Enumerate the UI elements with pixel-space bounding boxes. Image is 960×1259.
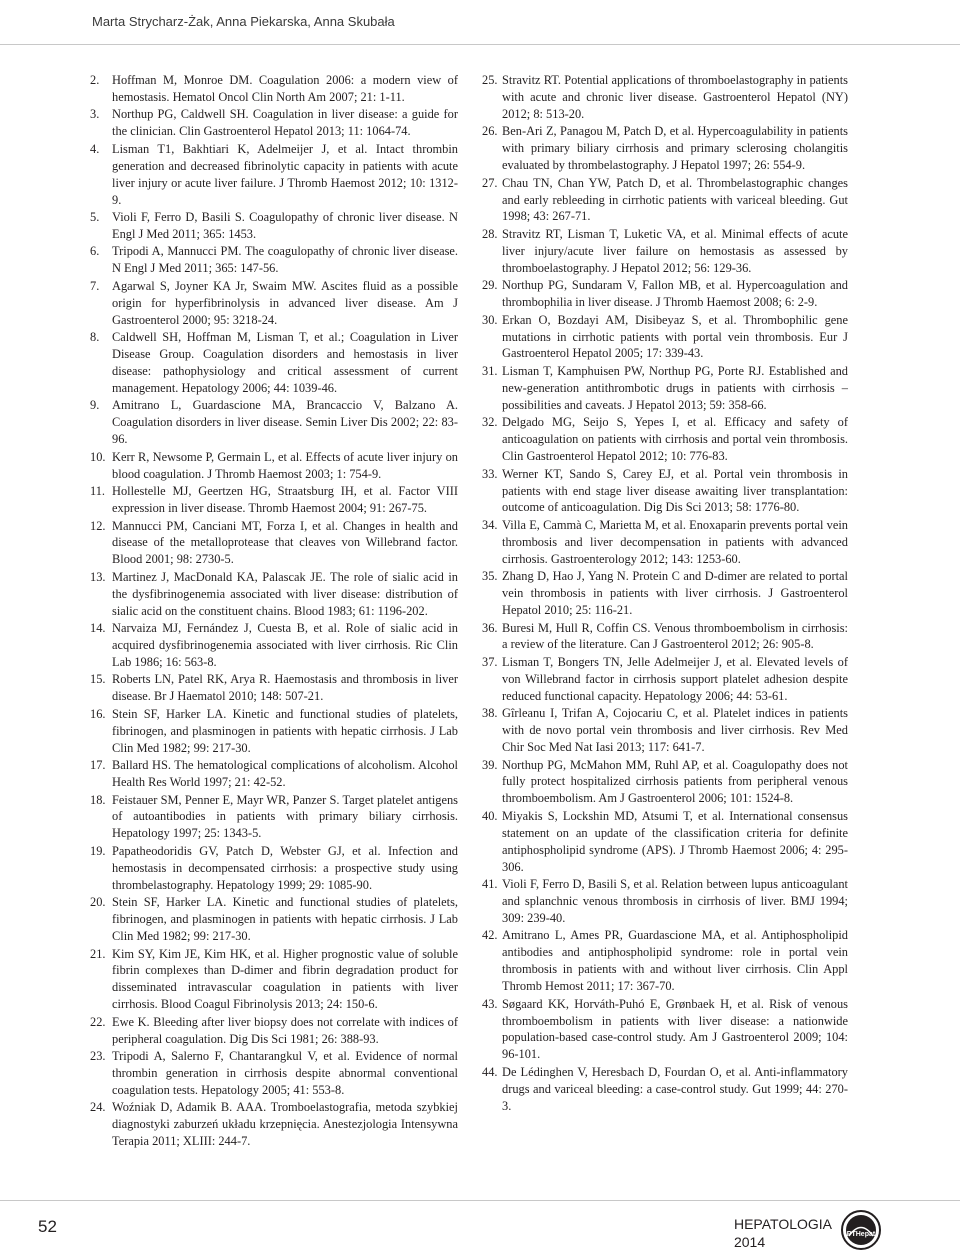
reference-item: [90, 209, 458, 243]
reference-number: 4.: [90, 141, 100, 156]
logo-text: PTHepat: [846, 1231, 876, 1238]
reference-text: Hoffman M, Monroe DM. Coagulation 2006: a modern view of hemostasis. Hematol Oncol Clin North Am 2007; 21: 1-11.: [112, 73, 458, 104]
reference-number: 19.: [90, 843, 106, 858]
reference-number: 3.: [90, 107, 100, 122]
reference-item: [482, 175, 848, 226]
reference-text: Miyakis S, Lockshin MD, Atsumi T, et al. International consensus statement on an update of the classification criteria for definite antiphospholipid syndrome (APS). J Thromb Haemost 2006; 4: 295-306.: [502, 808, 848, 874]
reference-item: [90, 843, 458, 894]
reference-item: [90, 106, 458, 140]
reference-text: Martinez J, MacDonald KA, Palascak JE. The role of sialic acid in the dysfibrinogenemia associated with liver disease: distribution of sialic acid on the constituent chains. Blood 1983; 61: 1196-202.: [112, 569, 458, 618]
reference-number: 28.: [482, 226, 498, 241]
reference-item: [90, 620, 458, 671]
reference-number: 30.: [482, 312, 498, 327]
reference-number: 40.: [482, 808, 498, 823]
reference-text: Hollestelle MJ, Geertzen HG, Straatsburg IH, et al. Factor VIII expression in liver disease. Thromb Haemost 2004; 91: 267-75.: [112, 484, 458, 515]
reference-number: 36.: [482, 620, 498, 635]
reference-text: Violi F, Ferro D, Basili S, et al. Relation between lupus anticoagulant and splanchnic venous thrombosis in cirrhosis of liver. BMJ 1994; 309: 239-40.: [502, 877, 848, 925]
reference-text: Lisman T, Bongers TN, Jelle Adelmeijer J, et al. Elevated levels of von Willebrand factor in cirrhosis support platelet adhesion despite reduced functional capacity. Hepatology 2006; 44: 53-61.: [502, 654, 848, 703]
reference-item: [90, 397, 458, 448]
reference-text: Roberts LN, Patel RK, Arya R. Haemostasis and thrombosis in liver disease. Br J Haematol 2010; 148: 507-21.: [112, 672, 458, 704]
reference-text: Zhang D, Hao J, Yang N. Protein C and D-dimer are related to portal vein thrombosis in patients with liver cirrhosis. J Gastroenterol Hepatol 2010; 25: 116-21.: [502, 569, 848, 618]
reference-number: 25.: [482, 73, 498, 87]
reference-number: 15.: [90, 672, 106, 687]
reference-number: 21.: [90, 946, 106, 961]
reference-item: [482, 705, 848, 756]
reference-item: [90, 1048, 458, 1099]
reference-item: [482, 123, 848, 174]
reference-number: 16.: [90, 706, 106, 721]
reference-text: Kerr R, Newsome P, Germain L, et al. Effects of acute liver injury on blood coagulation. J Thromb Haemost 2003; 1: 754-9.: [112, 449, 458, 481]
reference-text: Tripodi A, Salerno F, Chantarangkul V, et al. Evidence of normal thrombin generation in cirrhosis despite abnormal conventional coagulation tests. Hepatology 2005; 41: 553-8.: [112, 1049, 458, 1097]
reference-text: Stravitz RT. Potential applications of thromboelastography in patients with acute and chronic liver disease. Gastroenterol Hepatol (NY) 2012; 8: 513-20.: [502, 73, 848, 121]
reference-item: [482, 654, 848, 705]
reference-number: 33.: [482, 466, 498, 481]
reference-item: [482, 808, 848, 876]
reference-item: [482, 226, 848, 277]
reference-number: 9.: [90, 398, 100, 413]
journal-mark: [734, 1215, 832, 1251]
reference-text: Ballard HS. The hematological complications of alcoholism. Alcohol Health Res World 1997; 21: 42-52.: [112, 758, 458, 790]
reference-text: Delgado MG, Seijo S, Yepes I, et al. Efficacy and safety of anticoagulation on patients with cirrhosis and portal vein thrombosis. Clin Gastroenterol Hepatol 2012; 10: 776-83.: [502, 415, 848, 464]
reference-text: Mannucci PM, Canciani MT, Forza I, et al. Changes in health and disease of the metalloprotease that cleaves von Willebrand factor. Blood 2001; 98: 2730-5.: [112, 518, 458, 567]
reference-text: Søgaard KK, Horváth-Puhó E, Grønbaek H, et al. Risk of venous thromboembolism in patients with liver disease: a nationwide population-based case-control study. Am J Gastroenterol 2009; 104: 96-101.: [502, 996, 848, 1062]
reference-item: [482, 876, 848, 927]
reference-text: Kim SY, Kim JE, Kim HK, et al. Higher prognostic value of soluble fibrin complexes than D-dimer and fibrin degradation product for disseminated intravascular coagulation in patients with liver cirrhosis. Blood Coagul Fibrinolysis 2013; 24: 150-6.: [112, 946, 458, 1012]
reference-number: 6.: [90, 244, 100, 259]
reference-number: 44.: [482, 1064, 498, 1079]
reference-item: [482, 72, 848, 123]
reference-item: [90, 329, 458, 397]
references-column-left: [90, 72, 458, 1151]
journal-name: HEPATOLOGIA: [733, 1216, 832, 1232]
reference-number: 32.: [482, 415, 498, 430]
reference-number: 24.: [90, 1100, 106, 1115]
reference-number: 5.: [90, 210, 100, 225]
journal-year: 2014: [733, 1234, 766, 1250]
reference-number: 13.: [90, 569, 106, 584]
reference-item: [482, 517, 848, 568]
reference-item: [90, 141, 458, 209]
reference-number: 11.: [90, 484, 106, 499]
reference-text: Narvaiza MJ, Fernández J, Cuesta B, et al. Role of sialic acid in acquired dysfibrinogenemia associated with liver cirrhosis. Ric Clin Lab 1986; 16: 563-8.: [112, 621, 458, 669]
reference-item: [90, 449, 458, 483]
reference-number: 26.: [482, 124, 498, 139]
reference-number: 2.: [90, 73, 100, 87]
reference-item: [90, 72, 458, 106]
reference-text: Northup PG, McMahon MM, Ruhl AP, et al. Coagulopathy does not fully protect hospitalized cirrhosis patients from peripheral venous thromboembolism. Am J Gastroenterol 2006; 101: 1524-8.: [502, 757, 848, 806]
reference-item: [90, 946, 458, 1014]
reference-text: Lisman T, Kamphuisen PW, Northup PG, Porte RJ. Established and new-generation antithrombotic drugs in patients with cirrhosis – possibilities and caveats. J Hepatol 2013; 59: 358-66.: [502, 363, 848, 412]
reference-item: [90, 792, 458, 843]
reference-number: 35.: [482, 569, 498, 584]
reference-text: Stein SF, Harker LA. Kinetic and functional studies of platelets, fibrinogen, and plasminogen in patients with hepatic cirrhosis. J Lab Clin Med 1982; 99: 217-30.: [112, 706, 458, 755]
page-footer: [0, 1200, 960, 1259]
reference-text: Papatheodoridis GV, Patch D, Webster GJ, et al. Infection and hemostasis in decompensated cirrhosis: a prospective study using thrombelastography. Hepatology 1999; 29: 1085-90.: [112, 843, 458, 892]
reference-item: [482, 277, 848, 311]
reference-number: 20.: [90, 895, 106, 910]
reference-item: [482, 996, 848, 1064]
reference-text: Agarwal S, Joyner KA Jr, Swaim MW. Ascites fluid as a possible origin for hyperfibrinolysis in advanced liver disease. Am J Gastroenterol 2000; 95: 3218-24.: [112, 278, 458, 327]
reference-item: [482, 568, 848, 619]
reference-number: 43.: [482, 996, 498, 1011]
reference-item: [482, 466, 848, 517]
reference-text: Stein SF, Harker LA. Kinetic and functional studies of platelets, fibrinogen, and plasminogen in patients with hepatic cirrhosis. J Lab Clin Med 1982; 99: 217-30.: [112, 895, 458, 943]
reference-text: Villa E, Cammà C, Marietta M, et al. Enoxaparin prevents portal vein thrombosis and liver decompensation in patients with advanced cirrhosis. Gastroenterology 2012; 143: 1253-60.: [502, 517, 848, 566]
reference-number: 37.: [482, 654, 498, 669]
reference-item: [90, 894, 458, 945]
reference-number: 14.: [90, 621, 106, 636]
reference-text: Feistauer SM, Penner E, Mayr WR, Panzer S. Target platelet antigens of autoantibodies in patients with primary biliary cirrhosis. Hepatology 1997; 25: 1343-5.: [112, 792, 458, 841]
reference-text: Buresi M, Hull R, Coffin CS. Venous thromboembolism in cirrhosis: a review of the literature. Can J Gastroenterol 2012; 26: 905-8.: [502, 620, 848, 652]
reference-item: [482, 414, 848, 465]
reference-number: 31.: [482, 363, 498, 378]
reference-item: [90, 671, 458, 705]
reference-number: 42.: [482, 928, 498, 943]
reference-text: Caldwell SH, Hoffman M, Lisman T, et al.; Coagulation in Liver Disease Group. Coagulation disorders and hemostasis in liver disease: pathophysiology and critical assessment of current management. Hepatology 2006; 44: 1039-46.: [112, 330, 458, 395]
reference-text: Tripodi A, Mannucci PM. The coagulopathy of chronic liver disease. N Engl J Med 2011; 365: 147-56.: [112, 244, 458, 276]
reference-text: Stravitz RT, Lisman T, Luketic VA, et al. Minimal effects of acute liver injury/acute liver failure on hemostasis as assessed by thromboelastography. J Hepatol 2012; 56: 129-36.: [502, 226, 848, 275]
reference-item: [90, 518, 458, 569]
reference-number: 12.: [90, 518, 106, 533]
reference-text: Lisman T1, Bakhtiari K, Adelmeijer J, et al. Intact thrombin generation and decreased fibrinolytic capacity in patients with acute liver injury or acute liver failure. J Thromb Haemost 2012; 10: 1312-9.: [112, 141, 458, 207]
reference-item: [90, 1099, 458, 1150]
references-column-right: [482, 72, 848, 1115]
reference-text: Erkan O, Bozdayi AM, Disibeyaz S, et al. Thrombophilic gene mutations in cirrhotic patients with portal vein thrombosis. Eur J Gastroenterol Hepatol 2005; 17: 339-43.: [502, 312, 848, 361]
reference-number: 8.: [90, 330, 100, 345]
running-head-authors: Marta Strycharz-Żak, Anna Piekarska, Anna Skubała: [92, 14, 395, 29]
reference-text: Violi F, Ferro D, Basili S. Coagulopathy of chronic liver disease. N Engl J Med 2011; 365: 1453.: [112, 210, 458, 241]
reference-text: Woźniak D, Adamik B. AAA. Tromboelastografia, metoda szybkiej diagnostyki zaburzeń układu krzepnięcia. Anestezjologia Intensywna Terapia 2011; XLIII: 244-7.: [112, 1100, 458, 1149]
reference-text: Amitrano L, Ames PR, Guardascione MA, et al. Antiphospholipid antibodies and antiphospholipid syndrome: role in portal vein thrombosis in patients with and without liver cirrhosis. Clin Appl Thromb Hemost 2011; 17: 367-70.: [502, 928, 848, 994]
reference-text: Gîrleanu I, Trifan A, Cojocariu C, et al. Platelet indices in patients with de novo portal vein thrombosis and liver cirrhosis. Rev Med Chir Soc Med Nat Iasi 2013; 117: 641-7.: [502, 706, 848, 755]
reference-text: Ewe K. Bleeding after liver biopsy does not correlate with indices of peripheral coagulation. Dig Dis Sci 1981; 26: 388-93.: [112, 1014, 458, 1046]
reference-number: 7.: [90, 278, 100, 293]
reference-item: [482, 620, 848, 654]
reference-item: [90, 757, 458, 791]
reference-item: [482, 363, 848, 414]
reference-number: 41.: [482, 877, 498, 892]
reference-number: 27.: [482, 175, 498, 190]
reference-text: Northup PG, Sundaram V, Fallon MB, et al. Hypercoagulation and thrombophilia in liver disease. J Thromb Haemost 2008; 6: 2-9.: [502, 278, 848, 310]
reference-number: 17.: [90, 758, 106, 773]
reference-number: 22.: [90, 1014, 106, 1029]
reference-item: [482, 757, 848, 808]
reference-text: Northup PG, Caldwell SH. Coagulation in liver disease: a guide for the clinician. Clin Gastroenterol Hepatol 2013; 11: 1064-74.: [112, 107, 458, 139]
reference-item: [90, 1014, 458, 1048]
reference-number: 34.: [482, 517, 498, 532]
reference-item: [482, 312, 848, 363]
reference-item: [482, 927, 848, 995]
reference-item: [90, 278, 458, 329]
reference-number: 10.: [90, 449, 106, 464]
reference-item: [90, 706, 458, 757]
reference-number: 29.: [482, 278, 498, 293]
reference-item: [90, 483, 458, 517]
page-number: 52: [38, 1217, 57, 1236]
reference-item: [90, 569, 458, 620]
reference-text: Ben-Ari Z, Panagou M, Patch D, et al. Hypercoagulability in patients with primary biliary cirrhosis and primary sclerosing cholangitis evaluated by thrombelastography. J Hepatol 1997; 26: 554-9.: [502, 124, 848, 173]
reference-item: [90, 243, 458, 277]
reference-item: [482, 1064, 848, 1115]
reference-number: 38.: [482, 706, 498, 721]
reference-text: Werner KT, Sando S, Carey EJ, et al. Portal vein thrombosis in patients with end stage liver disease awaiting liver transplantation: outcome of anticoagulation. Dig Dis Sci 2013; 58: 1776-80.: [502, 466, 848, 515]
reference-text: Amitrano L, Guardascione MA, Brancaccio V, Balzano A. Coagulation disorders in liver disease. Semin Liver Dis 2002; 22: 83-96.: [112, 398, 458, 447]
society-logo-icon: [840, 1209, 882, 1251]
reference-number: 23.: [90, 1049, 106, 1064]
reference-number: 39.: [482, 757, 498, 772]
reference-text: De Lédinghen V, Heresbach D, Fourdan O, et al. Anti-inflammatory drugs and variceal bleeding: a case-control study. Gut 1999; 44: 270-3.: [502, 1064, 848, 1113]
reference-text: Chau TN, Chan YW, Patch D, et al. Thrombelastographic changes and early rebleeding in cirrhotic patients with variceal bleeding. Gut 1998; 43: 267-71.: [502, 175, 848, 224]
reference-number: 18.: [90, 792, 106, 807]
page-header: [0, 0, 960, 45]
